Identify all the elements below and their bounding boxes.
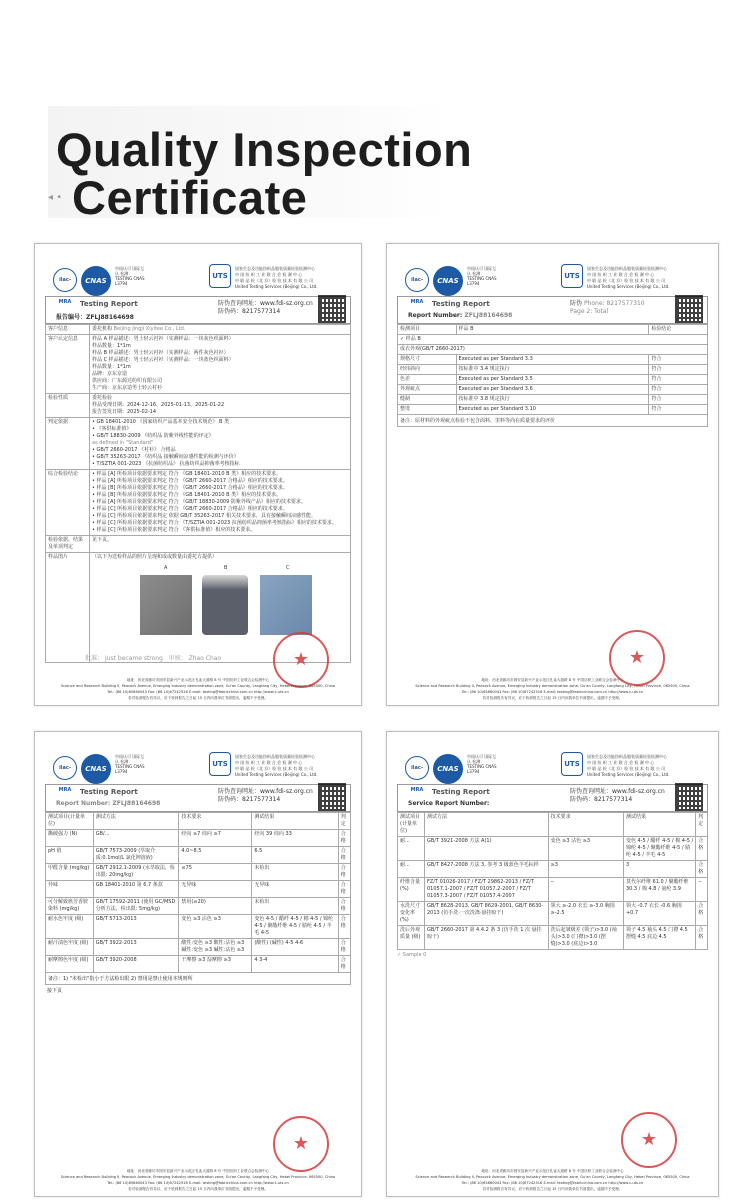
table-cell-verdict: 符合 xyxy=(649,385,708,395)
column-header: 测试项目(计量单位) xyxy=(398,813,425,837)
footer-address-en: Science and Research Building II, Peacock Avenue, Emerging Industry demonstration zone, Gu'an County, Langfang City, Hebei Province, 065500, China xyxy=(415,684,690,688)
table-header-row xyxy=(46,813,351,830)
cnas-logo: CNAS xyxy=(433,754,463,784)
hero-bullet: ◂ • xyxy=(48,192,63,203)
org-line-2: 中 国 纺 织 工 业 联 合 会 检 测 中 心 xyxy=(235,272,303,277)
footer-address: 地址：河北省廊坊市固安县新兴产业示范区孔雀大道路 8 号 中国纺织工业联合会检测中心 xyxy=(126,1169,270,1173)
table-cell-item: 耐水色牢度 (级) xyxy=(46,915,94,939)
table-row xyxy=(398,365,708,375)
table-cell-req: 4.0~8.5 xyxy=(179,847,252,864)
report-number-label: Report Number: xyxy=(56,800,111,807)
table-cell-verdict: 合格 xyxy=(338,881,350,898)
conclusion-item: • 样品 [A] 所检项目依据要求判定 符合 《GB/T 18830-2009 防紫外线产品》相应的技术要求。 xyxy=(92,499,306,505)
appearance-results-table xyxy=(397,324,708,415)
basis-item: • 《客供标准值》 xyxy=(92,426,132,432)
table-row xyxy=(398,837,708,861)
table-cell-method: GB/T 8427-2008 方法 3, 参考 3 级蓝色羊毛标样 xyxy=(424,861,548,878)
table-cell-method: GB 18401-2010 第 6.7 条款 xyxy=(93,881,179,898)
column-header: 测试结果 xyxy=(252,813,338,830)
table-row xyxy=(46,418,351,470)
approver-label: 批准： xyxy=(85,655,104,662)
report-title: Testing Report xyxy=(432,788,490,796)
footer-contact: Tel.: (86 10)65860043 Fax: (86 10)67242516 E-mail: testing@fabricchina.com.cn http://www.c-uts.cn xyxy=(107,690,289,694)
verify-site: 防伪查询网址：www.fdi-sz.org.cn xyxy=(218,300,313,307)
cnas-caption: 中国认可 国际互认 检测 TESTING CNAS L3794 xyxy=(115,754,145,774)
table-cell-item: 耐... xyxy=(398,861,425,878)
report-title-row xyxy=(397,784,708,812)
certificate-page-4 xyxy=(386,731,719,1197)
table-cell-verdict: 合格 xyxy=(696,902,708,926)
fabric-swatch-a xyxy=(140,575,192,635)
footer-note: 若对检测报告有异议，应于收到报告之日起 15 日内向我单位书面提出，逾期不予受理。 xyxy=(482,1187,623,1191)
sample-images-caption: （以下为送检样品的照片呈现和成或数量由委托方提供） xyxy=(92,554,218,560)
sample-c-spec: 样品数量：1*1m xyxy=(92,364,131,370)
column-header: 样品 B xyxy=(456,325,649,335)
table-cell-item: pH 值 xyxy=(46,847,94,864)
table-cell-item: 色差 xyxy=(398,375,457,385)
org-line-3: 中 联 品 检（北 京）检 验 技 术 有 限 公 司 xyxy=(587,278,665,283)
sample-b: 样品 B 样品描述：男士轻云衬衫（实测样品：两件灰色衬衫） xyxy=(92,350,229,356)
conclusion-item: • 样品 [C] 所检项目依据要求判定 符合 《客供标准值》相应的技术要求。 xyxy=(92,527,256,533)
table-cell-label: 客户认定信息 xyxy=(46,335,90,394)
conclusion-item: • 样品 [C] 所检项目依据要求判定 符合 《GB/T 2660-2017 合格品》相应的技术要求。 xyxy=(92,506,288,512)
table-cell-req: 洗后起皱级差 (领子)>3.0 (袖头)>3.0 (门襟)>3.0 (摆缝)>3.0 (底边)>3.0 xyxy=(548,926,623,950)
column-header: 判定 xyxy=(696,813,708,837)
table-cell-verdict: -- xyxy=(696,878,708,902)
table-cell-label: 样品图片 xyxy=(46,553,90,663)
basis-item: • GB 18401-2010 《国家纺织产品基本安全技术规范》 B 类 xyxy=(92,419,230,425)
certificate-page-2 xyxy=(386,243,719,706)
org-line-1: 国家生态及功能纺织品服装质量检验检测中心 xyxy=(235,754,315,759)
certificate-page-1 xyxy=(34,243,362,706)
table-cell-verdict: 符合 xyxy=(649,355,708,365)
table-row xyxy=(46,915,351,939)
table-cell-result: (酸性) (碱性) 4-5 4-6 xyxy=(252,939,338,956)
receive-date: 样品受理日期：2024-12-16、2025-01-13、2025-01-22 xyxy=(92,402,225,408)
column-header: 检测项目 xyxy=(398,325,457,335)
official-seal-icon: ★ xyxy=(273,632,329,688)
organization-name xyxy=(235,266,355,290)
table-cell-value xyxy=(90,470,351,536)
footer-address-en: Science and Research Building II, Peacock Avenue, Emerging Industry demonstration zone, Gu'an County, Langfang City, Hebei Province, 065500, China xyxy=(60,1175,336,1179)
basis-item: • GB/T 18830-2009 《纺织品 防紫外线性能的评定》 xyxy=(92,433,214,439)
footer-address: 地址：河北省廊坊市固安县新兴产业示范区孔雀大道路 8 号 中国纺织工业联合会检测中心 xyxy=(481,1169,624,1173)
uts-logo: UTS xyxy=(561,264,583,288)
org-line-3: 中 联 品 检（北 京）检 验 技 术 有 限 公 司 xyxy=(235,278,313,283)
qr-code-icon xyxy=(318,783,346,811)
table-cell-result: Executed as per Standard 3.3 xyxy=(456,355,649,365)
swatch-label-c: C xyxy=(286,565,290,571)
table-cell-result: 按标准中 3.4 规定执行 xyxy=(456,365,649,375)
table-cell-method: GB/T 3921-2008 方法 A(1) xyxy=(424,837,548,861)
cnas-logo: CNAS xyxy=(81,754,111,784)
table-cell-item: 外观疵点 xyxy=(398,385,457,395)
ilac-logo: ilac-MRA xyxy=(53,268,77,292)
basis-item: • T/SZTIA 001-2023 《抗菌纺织品》 抗菌纺织品抑菌率考核指标 xyxy=(92,461,240,467)
table-cell-result: 经向 39 纬向 33 xyxy=(252,830,338,847)
table-cell-verdict: 合格 xyxy=(696,837,708,861)
table-cell-item: 耐... xyxy=(398,837,425,861)
table-cell-value xyxy=(90,335,351,394)
sample-row: ✓ 样品 B xyxy=(398,335,708,345)
table-cell-value xyxy=(90,394,351,418)
table-row xyxy=(46,394,351,418)
org-line-1: 国家生态及功能纺织品服装质量检验检测中心 xyxy=(587,754,667,759)
sample-a-spec: 样品数量：1*1m xyxy=(92,343,131,349)
shirt-image-b xyxy=(202,575,248,635)
official-seal-icon: ★ xyxy=(621,1112,677,1168)
table-row xyxy=(398,335,708,345)
verification-info xyxy=(570,788,665,804)
table-cell-verdict: 合格 xyxy=(696,926,708,950)
page-indicator: Page 2: Total xyxy=(570,308,609,315)
test-results-table xyxy=(397,812,708,950)
reviewer-signature: Zhao Chao xyxy=(188,655,222,662)
conclusion-item: • 样品 [A] 所检项目依据要求判定 符合 《GB 18401-2010 B 类》相应的技术要求。 xyxy=(92,471,282,477)
sample-a: 样品 A 样品描述：男士轻云衬衫（实测样品：一块灰色织面料） xyxy=(92,336,234,342)
table-row xyxy=(46,830,351,847)
verify-phone: Phone: 8217577310 xyxy=(583,300,645,307)
table-cell-result: 3 xyxy=(623,861,695,878)
client-name: Beijing Jingji Xiyitee Co., Ltd. xyxy=(113,326,186,332)
uts-logo: UTS xyxy=(209,264,231,288)
table-row xyxy=(46,898,351,915)
table-row xyxy=(46,325,351,335)
cnas-caption: 中国认可 国际互认 检测 TESTING CNAS L3794 xyxy=(467,754,497,774)
column-header: 技术要求 xyxy=(548,813,623,837)
table-cell-item: 水洗尺寸变化率 (%) xyxy=(398,902,425,926)
table-row xyxy=(46,939,351,956)
conclusion-item: • 样品 [B] 所检项目依据要求判定 符合 《GB 18401-2010 B 类》相应的技术要求。 xyxy=(92,492,282,498)
supplier-label: 供应商：广东源达纺织有限公司 xyxy=(92,378,163,384)
table-cell-label: 综合检验结论 xyxy=(46,470,90,536)
qr-code-icon xyxy=(675,295,703,323)
table-cell-verdict: 合格 xyxy=(338,939,350,956)
table-cell-method: GB/T 2912.1-2009 (水萃取法，检出限: 20mg/kg) xyxy=(93,864,179,881)
organization-name xyxy=(587,266,707,290)
report-title-row xyxy=(397,296,708,324)
table-row xyxy=(46,536,351,553)
official-seal-icon: ★ xyxy=(609,630,665,686)
table-cell-result: 4 3-4 xyxy=(252,956,338,973)
table-cell-result: 未检出 xyxy=(252,898,338,915)
swatch-label-a: A xyxy=(164,565,168,571)
table-row xyxy=(46,956,351,973)
producer-label: 生产商：京东京造男士轻云衬衫 xyxy=(92,385,163,391)
table-row xyxy=(398,861,708,878)
table-cell-value: 见下页。 xyxy=(90,536,351,553)
report-title-row xyxy=(45,784,351,812)
table-row xyxy=(398,926,708,950)
verify-label: 防伪 xyxy=(570,300,583,307)
table-cell-req: 无异味 xyxy=(179,881,252,898)
table-row xyxy=(46,864,351,881)
table-cell-value xyxy=(90,418,351,470)
table-row xyxy=(398,345,708,355)
table-cell-verdict: 合格 xyxy=(338,898,350,915)
report-number-value: ZFLJ88164698 xyxy=(464,312,513,319)
report-title-row xyxy=(45,296,351,324)
table-cell-result: 领大 -0.7 衣长 -0.6 胸围 +0.7 xyxy=(623,902,695,926)
table-row xyxy=(398,878,708,902)
table-cell-item: 规格尺寸 xyxy=(398,355,457,365)
table-cell-item: 撕破强力 (N) xyxy=(46,830,94,847)
verification-info xyxy=(218,300,313,316)
continued-label: 接下页 xyxy=(47,988,63,994)
footer-contact: Tel.: (86 10)65860043 Fax: (86 10)67242516 E-mail: testing@fabricchina.com.cn http://www.c-uts.cn xyxy=(461,690,644,694)
table-cell-item: 异味 xyxy=(46,881,94,898)
table-cell-label: 客户信息 xyxy=(46,325,90,335)
table-cell-req: 经向 ≥7 纬向 ≥7 xyxy=(179,830,252,847)
report-number-value: ZFLJ88164698 xyxy=(112,800,161,807)
table-cell-method: GB/T 17592-2011 (使用 GC/MSD 分析方法，检出限: 5mg/kg) xyxy=(93,898,179,915)
column-header: 技术要求 xyxy=(179,813,252,830)
table-row xyxy=(46,335,351,394)
footer-note: 若对检测报告有异议，应于收到报告之日起 15 日内向我单位书面提出，逾期不予受理。 xyxy=(128,696,268,700)
test-results-table xyxy=(45,812,351,973)
report-number: Service Report Number: xyxy=(408,800,490,807)
basis-item-note: as defined in "Standard" xyxy=(92,440,154,446)
table-cell-method: GB/T 2660-2017 第 4.4.2 条 3 (仿手洗 1 次 悬挂晾干) xyxy=(424,926,548,950)
table-cell-value xyxy=(90,325,351,335)
table-cell-verdict: 合格 xyxy=(338,956,350,973)
report-number xyxy=(408,312,512,319)
report-footer xyxy=(35,677,361,701)
table-cell-result: 领子 4.5 袖头 4.5 门襟 4.5 摆缝 4.5 底边 4.5 xyxy=(623,926,695,950)
table-cell-verdict: 合格 xyxy=(338,864,350,881)
table-cell-verdict: 符合 xyxy=(649,405,708,415)
table-cell-req: 变色 ≥3 沾色 ≥3 xyxy=(179,915,252,939)
cnas-logo: CNAS xyxy=(81,266,111,296)
table-cell-item: 经纬斜向 xyxy=(398,365,457,375)
org-line-2: 中 国 纺 织 工 业 联 合 会 检 测 中 心 xyxy=(587,272,655,277)
table-cell-req: 变色 ≥3 沾色 ≥3 xyxy=(548,837,623,861)
table-row xyxy=(46,881,351,898)
uts-logo: UTS xyxy=(209,752,231,776)
table-cell-method: GB/T 8628-2013, GB/T 8629-2001, GB/T 8630-2013 (仿手洗·一次洗涤·悬挂晾干) xyxy=(424,902,548,926)
footer-note: 若对检测报告有异议，应于收到报告之日起 15 日内向我单位书面提出，逾期不予受理。 xyxy=(482,696,623,700)
org-line-2: 中 国 纺 织 工 业 联 合 会 检 测 中 心 xyxy=(587,760,655,765)
org-line-4: United Testing Services (Beijing) Co., Ltd. xyxy=(587,284,670,289)
footer-contact: Tel.: (86 10)65860043 Fax: (86 10)67242516 E-mail: testing@fabricchina.com.cn http://www.c-uts.cn xyxy=(461,1181,644,1185)
table-cell-method: GB/T 7573-2009 (萃取介质:0.1mol/L 氯化钾溶液) xyxy=(93,847,179,864)
verification-info xyxy=(570,300,645,316)
verify-site: 防伪查询网址：www.fdi-sz.org.cn xyxy=(570,788,665,795)
verify-code: 防伪码：8217577314 xyxy=(218,308,281,315)
brand-label: 品牌：京东京造 xyxy=(92,371,128,377)
conclusion-item: • 样品 [B] 所检项目依据要求判定 符合 《GB/T 2660-2017 合格品》相应的技术要求。 xyxy=(92,485,288,491)
table-cell-item: 纤维含量 (%) xyxy=(398,878,425,902)
table-cell-req: ≥3 xyxy=(548,861,623,878)
table-cell-req: -- xyxy=(548,878,623,902)
verification-info xyxy=(218,788,313,804)
ilac-logo: ilac-MRA xyxy=(405,268,429,292)
standard-row: 成衣外观(GB/T 2660-2017) xyxy=(398,345,708,355)
table-cell-result: 无异味 xyxy=(252,881,338,898)
table-row xyxy=(46,847,351,864)
uts-logo: UTS xyxy=(561,752,583,776)
approver-signature: Just became strong xyxy=(104,655,163,662)
conclusion-item: • 样品 [C] 所检项目依据要求判定 依据 GB/T 35263-2017 相关技术要求，具有接触瞬间凉感性能。 xyxy=(92,513,316,519)
org-line-2: 中 国 纺 织 工 业 联 合 会 检 测 中 心 xyxy=(235,760,303,765)
test-type: 委托检验 xyxy=(92,395,113,401)
column-header: 检验结论 xyxy=(649,325,708,335)
table-cell-req: ≤75 xyxy=(179,864,252,881)
table-cell-result: Executed as per Standard 3.6 xyxy=(456,385,649,395)
table-cell-req: 禁用(≤20) xyxy=(179,898,252,915)
org-line-3: 中 联 品 检（北 京）检 验 技 术 有 限 公 司 xyxy=(587,766,665,771)
footer-contact: Tel.: (86 10)65860043 Fax: (86 10)67242516 E-mail: testing@fabricchina.com.cn http://www.c-uts.cn xyxy=(107,1181,289,1185)
report-footer xyxy=(35,1168,361,1192)
basis-item: • GB/T 35263-2017 《纺织品 接触瞬间凉感性能的检测与评价》 xyxy=(92,454,239,460)
report-number-label: Report Number: xyxy=(408,312,463,319)
table-row xyxy=(398,375,708,385)
table-cell-result: 未检出 xyxy=(252,864,338,881)
conclusion-item: • 样品 [C] 所检项目依据要求判定 符合 《T/SZTIA 001-2023 抗菌纺织品抑菌率考核指标》相应的技术要求。 xyxy=(92,520,337,526)
table-cell-result: 变色 4-5 / 醋纤 4-5 / 棉 4-5 / 锦纶 4-5 / 聚酯纤维 4-5 / 腈纶 4-5 / 羊毛 4-5 xyxy=(252,915,338,939)
table-row xyxy=(398,385,708,395)
organization-name xyxy=(587,754,707,778)
table-cell-verdict: 符合 xyxy=(649,395,708,405)
table-row xyxy=(398,902,708,926)
footer-address-en: Science and Research Building II, Peacock Avenue, Emerging Industry demonstration zone, Gu'an County, Langfang City, Hebei Province, 065500, China xyxy=(415,1175,690,1179)
org-line-1: 国家生态及功能纺织品服装质量检验检测中心 xyxy=(235,266,315,271)
table-row xyxy=(398,395,708,405)
table-cell-item: 可分解致癌芳香胺染料 (mg/kg) xyxy=(46,898,94,915)
table-cell-result: 莫代尔纤维 61.0 / 聚酯纤维 30.3 / 棉 4.8 / 氨纶 3.9 xyxy=(623,878,695,902)
table-header-row xyxy=(398,325,708,335)
report-footer xyxy=(387,1168,718,1192)
org-line-4: United Testing Services (Beijing) Co., Ltd. xyxy=(235,284,318,289)
report-title: Testing Report xyxy=(80,300,138,308)
table-cell-item: 耐汗渍色牢度 (级) xyxy=(46,939,94,956)
cnas-logo: CNAS xyxy=(433,266,463,296)
footer-address: 地址：河北省廊坊市固安县新兴产业示范区孔雀大道路 8 号 中国纺织工业联合会检测中心 xyxy=(126,678,270,682)
verify-code: 防伪码：8217577314 xyxy=(570,796,633,803)
table-cell-verdict: 合格 xyxy=(338,830,350,847)
table-cell-item: 耐摩擦色牢度 (级) xyxy=(46,956,94,973)
table-row xyxy=(398,355,708,365)
table-cell-verdict: 合格 xyxy=(338,915,350,939)
table-note: 备注：1) "未检出"指小于方法检出限 2) 禁用是禁止使用本规则所 xyxy=(45,973,351,985)
swatch-label-b: B xyxy=(224,565,228,571)
ilac-logo: ilac-MRA xyxy=(53,756,77,780)
footer-address: 地址：河北省廊坊市固安县新兴产业示范区孔雀大道路 8 号 中国纺织工业联合会检测中心 xyxy=(481,678,624,682)
column-header: 测试结果 xyxy=(623,813,695,837)
table-cell-item: 整烫 xyxy=(398,405,457,415)
column-header: 测试方法 xyxy=(93,813,179,830)
signatures xyxy=(85,655,221,663)
table-cell-verdict: 符合 xyxy=(649,375,708,385)
table-cell-verdict: 合格 xyxy=(696,861,708,878)
table-cell-result: 变色 4-5 / 醋纤 4-5 / 棉 4-5 / 锦纶 4-5 / 聚酯纤维 4-5 / 腈纶 4-5 / 羊毛 4-5 xyxy=(623,837,695,861)
review-label: 审核： xyxy=(168,655,187,662)
conclusion-item: • 样品 [A] 所检项目依据要求判定 符合 《GB/T 2660-2017 合格品》相应的技术要求。 xyxy=(92,478,288,484)
report-title: Testing Report xyxy=(80,788,138,796)
org-line-4: United Testing Services (Beijing) Co., Ltd. xyxy=(235,772,318,777)
issue-date: 报告签发日期：2025-02-14 xyxy=(92,409,157,415)
table-cell-result: Executed as per Standard 3.5 xyxy=(456,375,649,385)
table-cell-item: 洗后外观质量 (级) xyxy=(398,926,425,950)
official-seal-icon: ★ xyxy=(273,1116,329,1172)
org-line-4: United Testing Services (Beijing) Co., Ltd. xyxy=(587,772,670,777)
table-cell-req: 领大 ≥-2.0 衣长 ≥-3.0 胸围 ≥-2.5 xyxy=(548,902,623,926)
table-header-row xyxy=(398,813,708,837)
table-cell-verdict: 符合 xyxy=(649,365,708,375)
footer-note: 若对检测报告有异议，应于收到报告之日起 15 日内向我单位书面提出，逾期不予受理。 xyxy=(128,1187,268,1191)
table-cell-verdict: 合格 xyxy=(338,847,350,864)
remark: 备注：原材料的外观疵点检验不包含面料、里料等尚在质量要求的评价 xyxy=(397,415,708,427)
sample-c: 样品 C 样品描述：男士轻云衬衫（实测样品：一块蓝色织面料） xyxy=(92,357,234,363)
table-cell-label: 判定依据 xyxy=(46,418,90,470)
table-cell-method: GB/... xyxy=(93,830,179,847)
table-cell-label: 检验依据、结果及单项判定 xyxy=(46,536,90,553)
cnas-caption: 中国认可 国际互认 检测 TESTING CNAS L3794 xyxy=(467,266,497,286)
client-value: 委托机构 xyxy=(92,326,113,332)
footer-address-en: Science and Research Building II, Peacock Avenue, Emerging Industry demonstration zone, Gu'an County, Langfang City, Hebei Province, 065500, China xyxy=(60,684,336,688)
ilac-logo: ilac-MRA xyxy=(405,756,429,780)
fabric-swatch-c xyxy=(260,575,312,635)
report-title: Testing Report xyxy=(432,300,490,308)
table-cell-item: 缝制 xyxy=(398,395,457,405)
table-cell-req: 干摩擦 ≥3 湿摩擦 ≥3 xyxy=(179,956,252,973)
column-header: 测试项目(计量单位) xyxy=(46,813,94,830)
cnas-caption: 中国认可 国际互认 检测 TESTING CNAS L3794 xyxy=(115,266,145,286)
organization-name xyxy=(235,754,355,778)
table-cell-method: GB/T 5713-2013 xyxy=(93,915,179,939)
report-number xyxy=(56,800,160,807)
sample-label: ✓ Sample 0 xyxy=(397,952,427,958)
table-cell-req: 酸性:变色 ≥3 酸性:沾色 ≥3 碱性:变色 ≥3 碱性:沾色 ≥3 xyxy=(179,939,252,956)
verify-site: 防伪查询网址：www.fdi-sz.org.cn xyxy=(218,788,313,795)
table-row xyxy=(398,405,708,415)
verify-code: 防伪码：8217577314 xyxy=(218,796,281,803)
table-row xyxy=(46,470,351,536)
qr-code-icon xyxy=(318,295,346,323)
client-info-table xyxy=(45,324,351,663)
column-header: 测试方法 xyxy=(424,813,548,837)
report-number: 报告编号：ZFLJ88164698 xyxy=(56,314,134,321)
table-cell-label: 检验性质 xyxy=(46,394,90,418)
qr-code-icon xyxy=(675,783,703,811)
table-cell-method: GB/T 3920-2008 xyxy=(93,956,179,973)
table-cell-method: FZ/T 01026-2017 / FZ/T 29862-2013 / FZ/T 01057.1-2007 / FZ/T 01057.2-2007 / FZ/T 01057.3-2007 / FZ/T 01057.4-2007 xyxy=(424,878,548,902)
table-cell-result: 6.5 xyxy=(252,847,338,864)
org-line-3: 中 联 品 检（北 京）检 验 技 术 有 限 公 司 xyxy=(235,766,313,771)
table-cell-method: GB/T 3922-2013 xyxy=(93,939,179,956)
table-cell-result: 按标准中 3.8 规定执行 xyxy=(456,395,649,405)
certificate-page-3 xyxy=(34,731,362,1197)
basis-item: • GB/T 2660-2017 《衬衫》 合格品 xyxy=(92,447,176,453)
table-cell-result: Executed as per Standard 3.10 xyxy=(456,405,649,415)
report-footer xyxy=(387,677,718,701)
org-line-1: 国家生态及功能纺织品服装质量检验检测中心 xyxy=(587,266,667,271)
column-header: 判定 xyxy=(338,813,350,830)
hero-title-line2: Certificate xyxy=(72,171,308,224)
table-cell-item: 甲醛含量 (mg/kg) xyxy=(46,864,94,881)
hero-title-line1: Quality Inspection xyxy=(56,123,473,176)
